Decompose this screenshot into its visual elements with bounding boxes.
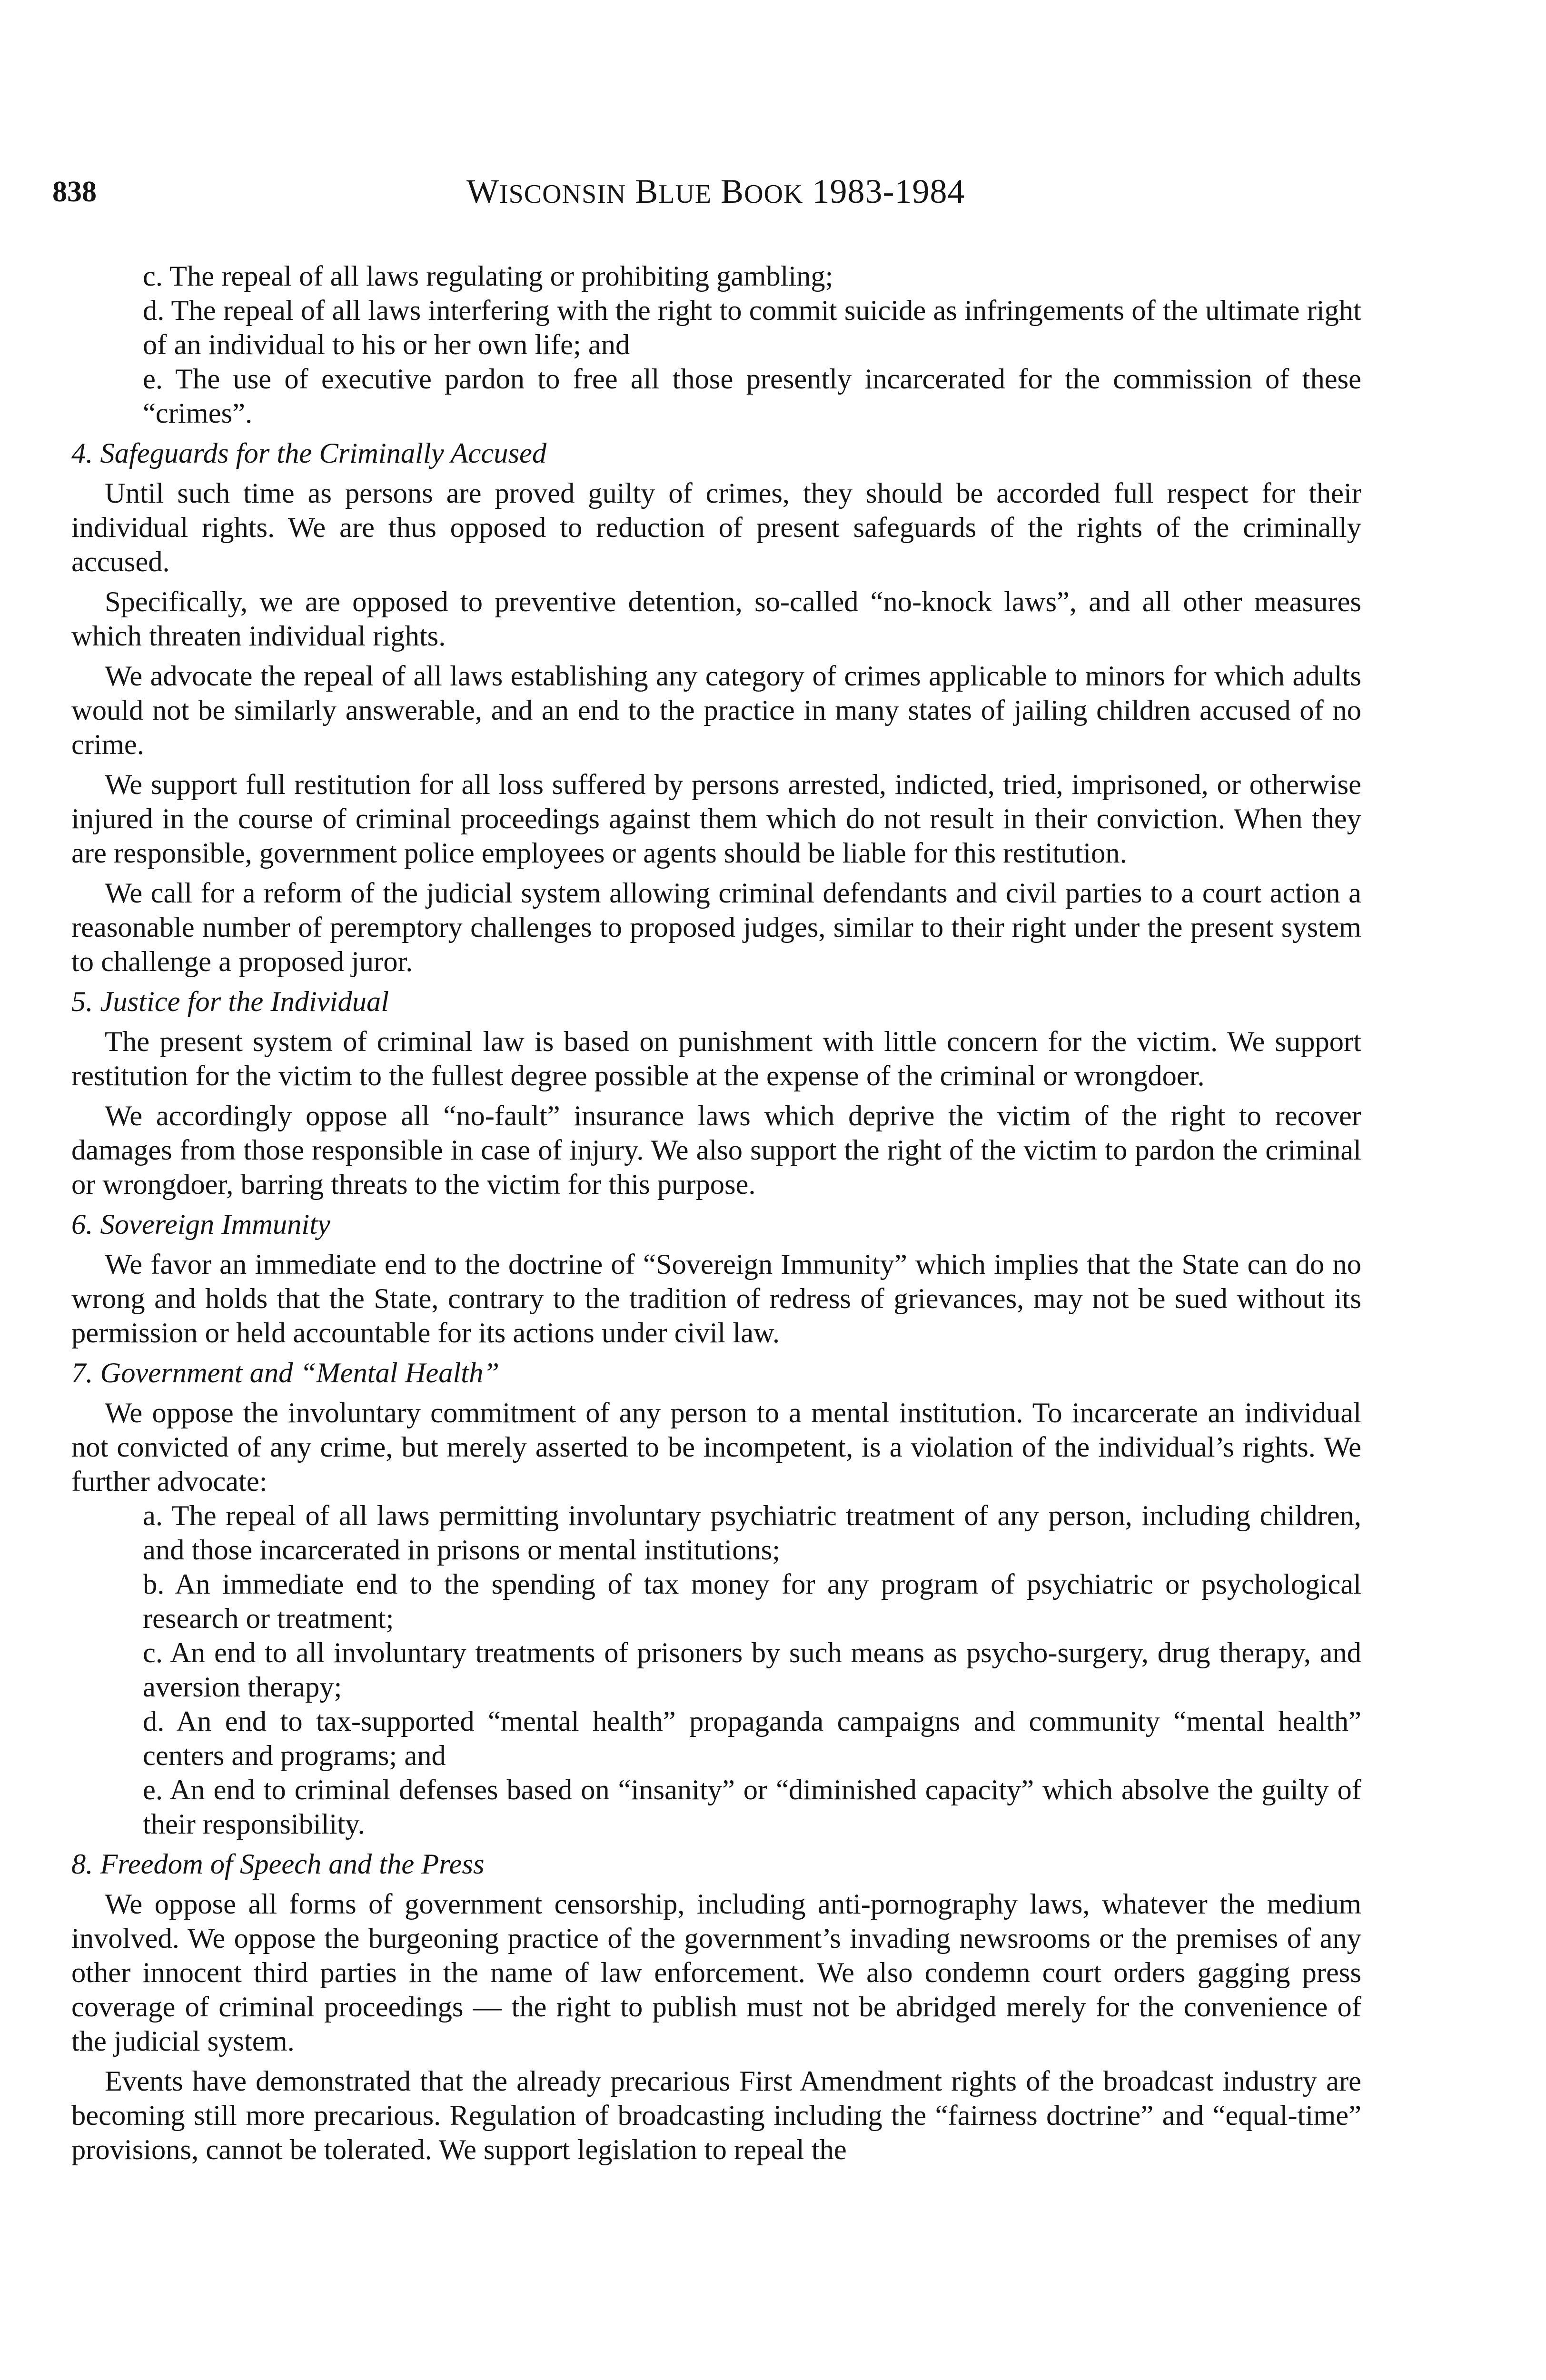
running-head xyxy=(466,174,965,208)
paragraph: We oppose the involuntary commitment of any person to a mental institution. To incarcerate an individual not convicted of any crime, but merely asserted to be incompetent, is a violation of the individual’s rights. We further advocate: xyxy=(71,1397,1361,1497)
section-heading-4: 4. Safeguards for the Criminally Accused xyxy=(71,437,547,469)
list-item-a: a. The repeal of all laws permitting involuntary psychiatric treatment of any person, including children, and those incarcerated in prisons or mental institutions; xyxy=(143,1500,1361,1566)
section-heading-6: 6. Sovereign Immunity xyxy=(71,1209,330,1240)
section-heading-7: 7. Government and “Mental Health” xyxy=(71,1357,499,1389)
paragraph: Specifically, we are opposed to preventive detention, so-called “no-knock laws”, and all other measures which threaten individual rights. xyxy=(71,586,1361,652)
list-item-b: b. An immediate end to the spending of tax money for any program of psychiatric or psychological research or treatment; xyxy=(143,1568,1361,1635)
paragraph: We advocate the repeal of all laws establishing any category of crimes applicable to minors for which adults would not be similarly answerable, and an end to the practice in many states of jailing children accused of no crime. xyxy=(71,660,1361,761)
running-head-b2: B xyxy=(721,172,744,210)
running-head-lue: LUE xyxy=(658,179,712,209)
list-item-e-pardon: e. The use of executive pardon to free all those presently incarcerated for the commission of these “crimes”. xyxy=(143,363,1361,429)
paragraph: We call for a reform of the judicial system allowing criminal defendants and civil parties to a court action a reasonable number of peremptory challenges to proposed judges, similar to their right under the present system to challenge a proposed juror. xyxy=(71,877,1361,978)
running-head-years: 1983-1984 xyxy=(812,172,965,210)
paragraph: Events have demonstrated that the already precarious First Amendment rights of the broadcast industry are becoming still more precarious. Regulation of broadcasting including the “fairness doctrine” and “equal-time” provisions, cannot be tolerated. We support legislation to repeal the xyxy=(71,2065,1361,2166)
list-item-c: c. An end to all involuntary treatments of prisoners by such means as psycho-surgery, drug therapy, and aversion therapy; xyxy=(143,1637,1361,1703)
paragraph: The present system of criminal law is based on punishment with little concern for the victim. We support restitution for the victim to the fullest degree possible at the expense of the criminal or wrongdoer. xyxy=(71,1026,1361,1092)
running-head-b: B xyxy=(635,172,659,210)
list-item-e: e. An end to criminal defenses based on “insanity” or “diminished capacity” which absolve the guilty of their responsibility. xyxy=(143,1774,1361,1840)
page-body xyxy=(71,259,1361,2167)
list-item-d: d. An end to tax-supported “mental health” propaganda campaigns and community “mental health” centers and programs; and xyxy=(143,1706,1361,1772)
section-heading-8: 8. Freedom of Speech and the Press xyxy=(71,1848,485,1880)
running-head-isconsin: ISCONSIN xyxy=(499,179,626,209)
running-head-w: W xyxy=(466,172,499,210)
page-number: 838 xyxy=(52,176,97,208)
list-item-d-suicide: d. The repeal of all laws interfering with the right to commit suicide as infringements of the ultimate right of an individual to his or her own life; and xyxy=(143,295,1361,361)
list-item-c-gambling: c. The repeal of all laws regulating or prohibiting gambling; xyxy=(143,260,833,292)
paragraph: We favor an immediate end to the doctrine of “Sovereign Immunity” which implies that the State can do no wrong and holds that the State, contrary to the tradition of redress of grievances, may not be sued without its permission or held accountable for its actions under civil law. xyxy=(71,1249,1361,1349)
paragraph: We accordingly oppose all “no-fault” insurance laws which deprive the victim of the right to recover damages from those responsible in case of injury. We also support the right of the victim to pardon the criminal or wrongdoer, barring threats to the victim for this purpose. xyxy=(71,1100,1361,1200)
paragraph: Until such time as persons are proved guilty of crimes, they should be accorded full respect for their individual rights. We are thus opposed to reduction of present safeguards of the rights of the criminally accused. xyxy=(71,477,1361,578)
running-head-ook: OOK xyxy=(744,179,803,209)
paragraph: We support full restitution for all loss suffered by persons arrested, indicted, tried, imprisoned, or otherwise injured in the course of criminal proceedings against them which do not result in their conviction. When they are responsible, government police employees or agents should be liable for this restitution. xyxy=(71,769,1361,869)
paragraph: We oppose all forms of government censorship, including anti-pornography laws, whatever the medium involved. We oppose the burgeoning practice of the government’s invading newsrooms or the premises of any other innocent third parties in the name of law enforcement. We also condemn court orders gagging press coverage of criminal proceedings — the right to publish must not be abridged merely for the convenience of the judicial system. xyxy=(71,1888,1361,2057)
section-heading-5: 5. Justice for the Individual xyxy=(71,986,389,1018)
